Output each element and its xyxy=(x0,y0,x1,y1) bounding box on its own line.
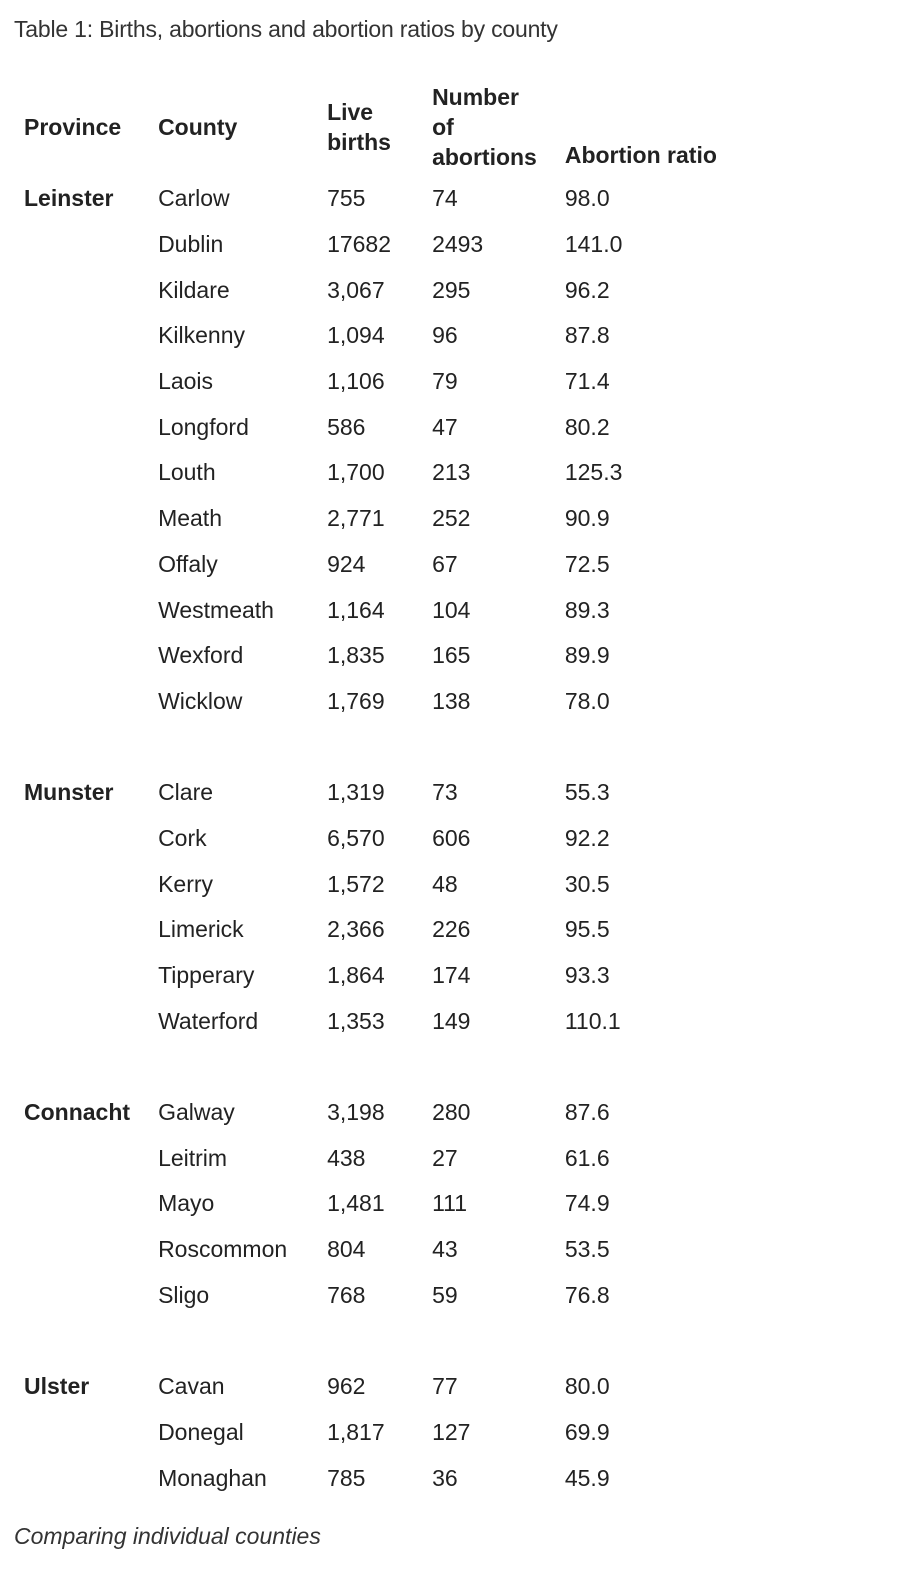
abortion-ratio-cell: 53.5 xyxy=(564,1236,610,1263)
province-cell xyxy=(10,816,144,862)
county-cell: Wexford xyxy=(158,642,244,669)
county-cell: Galway xyxy=(158,1099,235,1126)
table-row xyxy=(10,770,749,816)
live-births-cell: 17682 xyxy=(327,231,392,258)
header-number-of-abortions: Number of abortions xyxy=(432,84,537,170)
live-births-cell: 1,319 xyxy=(327,779,385,806)
abortions-cell: 74 xyxy=(432,185,458,212)
table-caption: Table 1: Births, abortions and abortion ratios by county xyxy=(14,16,558,42)
spacer-cell xyxy=(10,1044,749,1090)
live-births-cell: 2,366 xyxy=(327,916,385,943)
live-births-cell: 2,771 xyxy=(327,505,385,532)
county-cell: Wicklow xyxy=(158,687,243,714)
live-births-cell: 962 xyxy=(327,1373,366,1400)
spacer-cell xyxy=(10,724,749,770)
table-row xyxy=(10,313,749,359)
spacer-cell xyxy=(10,1318,749,1364)
abortion-ratio-cell: 90.9 xyxy=(564,505,610,532)
province-cell xyxy=(10,1410,144,1456)
abortions-cell: 43 xyxy=(432,1236,458,1263)
abortion-ratio-cell: 45.9 xyxy=(564,1464,610,1491)
live-births-cell: 1,164 xyxy=(327,596,385,623)
live-births-cell: 804 xyxy=(327,1236,366,1263)
table-row xyxy=(10,998,749,1044)
table-row xyxy=(10,816,749,862)
province-cell xyxy=(10,679,144,725)
county-cell: Dublin xyxy=(158,231,224,258)
province-cell xyxy=(10,953,144,999)
abortion-ratio-cell: 92.2 xyxy=(564,824,610,851)
abortions-cell: 138 xyxy=(432,687,471,714)
abortions-cell: 226 xyxy=(432,916,471,943)
abortions-cell: 59 xyxy=(432,1281,458,1308)
abortions-cell: 280 xyxy=(432,1099,471,1126)
table-row xyxy=(10,404,749,450)
county-cell: Clare xyxy=(158,779,214,806)
table-row xyxy=(10,176,749,222)
live-births-cell: 1,094 xyxy=(327,322,385,349)
table-row xyxy=(10,633,749,679)
abortion-ratio-cell: 80.2 xyxy=(564,413,610,440)
live-births-cell: 768 xyxy=(327,1281,366,1308)
abortions-cell: 2493 xyxy=(432,231,484,258)
abortion-ratio-cell: 95.5 xyxy=(564,916,610,943)
table-row xyxy=(10,587,749,633)
abortion-ratio-cell: 87.6 xyxy=(564,1099,610,1126)
province-cell: Leinster xyxy=(24,185,114,212)
abortions-cell: 48 xyxy=(432,870,458,897)
group-spacer-row xyxy=(10,724,749,770)
county-cell: Kilkenny xyxy=(158,322,245,349)
table-row xyxy=(10,359,749,405)
abortions-cell: 73 xyxy=(432,779,458,806)
province-cell xyxy=(10,907,144,953)
births-abortions-table xyxy=(10,78,749,1501)
live-births-cell: 3,067 xyxy=(327,276,385,303)
province-cell xyxy=(10,998,144,1044)
live-births-cell: 586 xyxy=(327,413,366,440)
county-cell: Louth xyxy=(158,459,216,486)
live-births-cell: 1,864 xyxy=(327,962,385,989)
header-province: Province xyxy=(24,114,122,140)
county-cell: Tipperary xyxy=(158,962,255,989)
header-abortion-ratio: Abortion ratio xyxy=(564,142,717,168)
table-row xyxy=(10,1227,749,1273)
province-cell xyxy=(10,496,144,542)
table-row xyxy=(10,496,749,542)
abortion-ratio-cell: 72.5 xyxy=(564,550,610,577)
province-cell xyxy=(10,542,144,588)
live-births-cell: 3,198 xyxy=(327,1099,385,1126)
county-cell: Cork xyxy=(158,824,207,851)
abortion-ratio-cell: 110.1 xyxy=(564,1007,621,1034)
province-cell xyxy=(10,587,144,633)
abortions-cell: 295 xyxy=(432,276,471,303)
county-cell: Cavan xyxy=(158,1373,225,1400)
live-births-cell: 1,769 xyxy=(327,687,385,714)
county-cell: Waterford xyxy=(158,1007,259,1034)
county-cell: Donegal xyxy=(158,1418,244,1445)
table-row xyxy=(10,907,749,953)
abortion-ratio-cell: 93.3 xyxy=(564,962,610,989)
table-row xyxy=(10,222,749,268)
county-cell: Westmeath xyxy=(158,596,274,623)
province-cell xyxy=(10,1273,144,1319)
live-births-cell: 1,835 xyxy=(327,642,385,669)
province-cell xyxy=(10,359,144,405)
table-row xyxy=(10,450,749,496)
abortions-cell: 174 xyxy=(432,962,471,989)
province-cell xyxy=(10,222,144,268)
county-cell: Longford xyxy=(158,413,249,440)
abortions-cell: 104 xyxy=(432,596,471,623)
table-row xyxy=(10,861,749,907)
live-births-cell: 924 xyxy=(327,550,366,577)
abortions-cell: 149 xyxy=(432,1007,471,1034)
table-row xyxy=(10,1273,749,1319)
abortion-ratio-cell: 80.0 xyxy=(564,1373,610,1400)
province-cell xyxy=(10,633,144,679)
county-cell: Leitrim xyxy=(158,1144,228,1171)
county-cell: Kildare xyxy=(158,276,230,303)
live-births-cell: 1,106 xyxy=(327,368,385,395)
header-county: County xyxy=(158,114,238,140)
abortions-cell: 47 xyxy=(432,413,458,440)
county-cell: Carlow xyxy=(158,185,230,212)
abortion-ratio-cell: 89.3 xyxy=(564,596,610,623)
abortion-ratio-cell: 61.6 xyxy=(564,1144,610,1171)
group-spacer-row xyxy=(10,1044,749,1090)
live-births-cell: 1,817 xyxy=(327,1418,385,1445)
table-row xyxy=(10,1181,749,1227)
county-cell: Offaly xyxy=(158,550,218,577)
abortion-ratio-cell: 141.0 xyxy=(564,231,623,258)
abortion-ratio-cell: 78.0 xyxy=(564,687,610,714)
group-spacer-row xyxy=(10,1318,749,1364)
county-cell: Roscommon xyxy=(158,1236,288,1263)
abortions-cell: 36 xyxy=(432,1464,458,1491)
live-births-cell: 6,570 xyxy=(327,824,385,851)
province-cell: Connacht xyxy=(24,1099,131,1126)
abortions-cell: 127 xyxy=(432,1418,471,1445)
abortions-cell: 27 xyxy=(432,1144,458,1171)
county-cell: Mayo xyxy=(158,1190,215,1217)
province-cell xyxy=(10,313,144,359)
abortions-cell: 606 xyxy=(432,824,471,851)
county-cell: Monaghan xyxy=(158,1464,267,1491)
table-row xyxy=(10,1135,749,1181)
abortions-cell: 77 xyxy=(432,1373,458,1400)
province-cell xyxy=(10,450,144,496)
table-header xyxy=(10,78,749,176)
live-births-cell: 1,481 xyxy=(327,1190,385,1217)
abortion-ratio-cell: 69.9 xyxy=(564,1418,610,1445)
live-births-cell: 1,353 xyxy=(327,1007,385,1034)
province-cell: Ulster xyxy=(24,1373,90,1400)
province-cell xyxy=(10,861,144,907)
province-cell xyxy=(10,404,144,450)
abortions-cell: 111 xyxy=(432,1190,468,1217)
province-cell xyxy=(10,1181,144,1227)
province-cell xyxy=(10,267,144,313)
table-row xyxy=(10,679,749,725)
abortion-ratio-cell: 96.2 xyxy=(564,276,610,303)
abortion-ratio-cell: 74.9 xyxy=(564,1190,610,1217)
table-row xyxy=(10,953,749,999)
county-cell: Sligo xyxy=(158,1281,210,1308)
province-cell: Munster xyxy=(24,779,114,806)
table-row xyxy=(10,1090,749,1136)
table-body xyxy=(10,176,749,1501)
county-cell: Meath xyxy=(158,505,222,532)
abortion-ratio-cell: 87.8 xyxy=(564,322,610,349)
province-cell xyxy=(10,1455,144,1501)
abortions-cell: 213 xyxy=(432,459,471,486)
abortion-ratio-cell: 125.3 xyxy=(564,459,623,486)
abortion-ratio-cell: 89.9 xyxy=(564,642,610,669)
abortions-cell: 79 xyxy=(432,368,458,395)
province-cell xyxy=(10,1227,144,1273)
live-births-cell: 438 xyxy=(327,1144,366,1171)
abortions-cell: 252 xyxy=(432,505,471,532)
table-row xyxy=(10,542,749,588)
live-births-cell: 1,700 xyxy=(327,459,385,486)
header-row xyxy=(10,78,749,176)
county-cell: Laois xyxy=(158,368,214,395)
footnote: Comparing individual counties xyxy=(14,1523,321,1549)
table-row xyxy=(10,1410,749,1456)
table-row xyxy=(10,1455,749,1501)
abortion-ratio-cell: 71.4 xyxy=(564,368,610,395)
abortion-ratio-cell: 55.3 xyxy=(564,779,610,806)
abortion-ratio-cell: 30.5 xyxy=(564,870,610,897)
table-row xyxy=(10,1364,749,1410)
abortion-ratio-cell: 76.8 xyxy=(564,1281,610,1308)
abortions-cell: 96 xyxy=(432,322,458,349)
province-cell xyxy=(10,1135,144,1181)
table-row xyxy=(10,267,749,313)
live-births-cell: 1,572 xyxy=(327,870,385,897)
county-cell: Kerry xyxy=(158,870,214,897)
abortions-cell: 67 xyxy=(432,550,458,577)
header-live-births: Live births xyxy=(327,99,391,155)
live-births-cell: 785 xyxy=(327,1464,366,1491)
abortion-ratio-cell: 98.0 xyxy=(564,185,610,212)
county-cell: Limerick xyxy=(158,916,244,943)
live-births-cell: 755 xyxy=(327,185,366,212)
abortions-cell: 165 xyxy=(432,642,471,669)
